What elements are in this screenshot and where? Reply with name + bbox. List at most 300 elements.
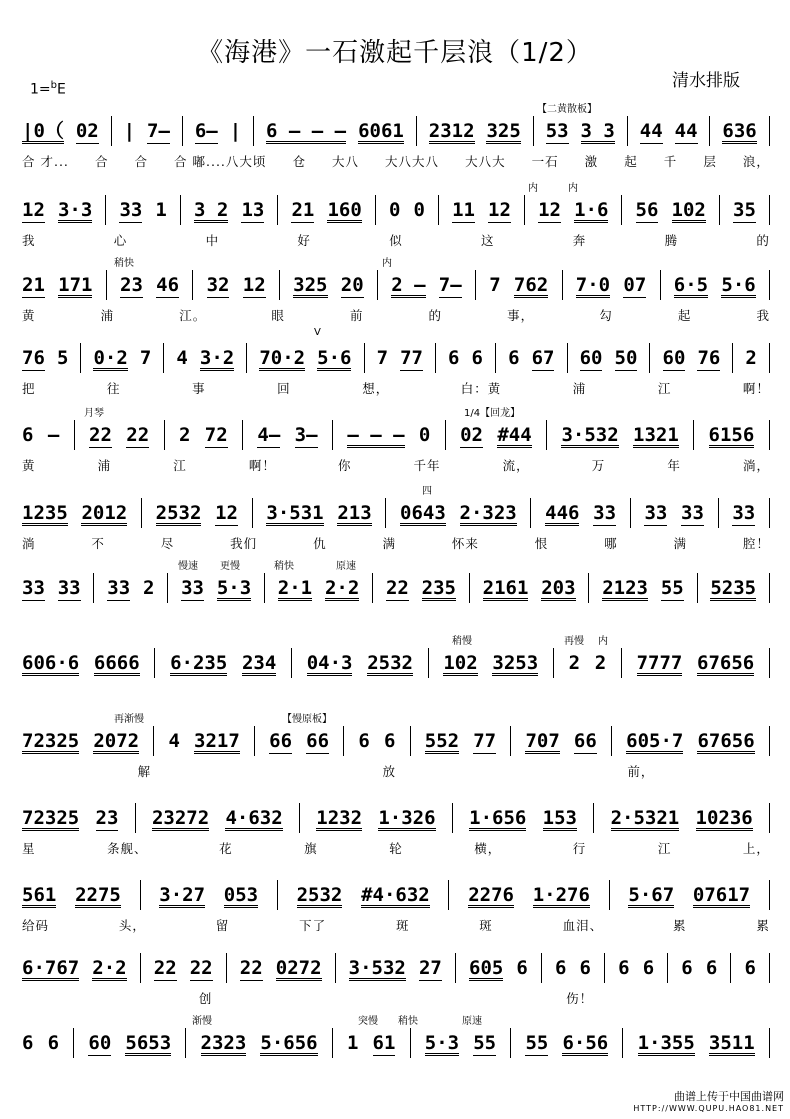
note-group: 22 bbox=[189, 957, 213, 979]
lyric-word: 的 bbox=[756, 233, 770, 248]
barline bbox=[469, 573, 470, 603]
barline bbox=[709, 116, 710, 146]
note-group: 5 bbox=[56, 347, 69, 369]
note-group: 2 bbox=[594, 652, 607, 674]
note-group: 3·27 bbox=[159, 884, 206, 906]
lyric-word: 横， bbox=[474, 841, 502, 856]
note-group: 2·2 bbox=[92, 957, 127, 979]
note-group: 2 – bbox=[391, 274, 426, 296]
note-group: 4 bbox=[176, 347, 188, 369]
barline bbox=[375, 195, 376, 225]
note-group: 2·323 bbox=[459, 502, 517, 524]
lyric-word: 浦 bbox=[100, 308, 115, 323]
barline bbox=[332, 420, 333, 450]
note-group: 04·3 bbox=[306, 652, 353, 674]
barline bbox=[769, 573, 770, 603]
lyric-word: 眼 bbox=[271, 308, 285, 323]
barline bbox=[524, 195, 525, 225]
note-group: 3217 bbox=[194, 730, 240, 752]
barline bbox=[105, 195, 106, 225]
note-group: 3·532 bbox=[561, 424, 619, 446]
note-group: 66 bbox=[573, 730, 597, 752]
note-group: 12 bbox=[215, 502, 238, 524]
tempo-mark: 【二黄散板】 bbox=[537, 104, 597, 115]
note-group: 10236 bbox=[695, 807, 753, 829]
note-group: 67656 bbox=[697, 652, 755, 674]
note-group: 55 bbox=[473, 1032, 497, 1054]
lyric-word: 前 bbox=[349, 308, 364, 323]
watermark-site: 曲谱上传于中国曲谱网 bbox=[674, 1090, 784, 1103]
barline bbox=[264, 573, 265, 603]
notation-line bbox=[22, 955, 770, 981]
note-group: 2012 bbox=[81, 502, 128, 524]
lyric-word: 合 bbox=[94, 154, 109, 169]
note-group: 77 bbox=[473, 730, 497, 752]
barline bbox=[141, 498, 142, 528]
note-group: 1·656 bbox=[469, 807, 527, 829]
barline bbox=[769, 343, 770, 373]
note-group: 67656 bbox=[697, 730, 755, 752]
lyric-word: 千年 bbox=[413, 458, 441, 473]
key-signature bbox=[30, 80, 66, 98]
barline bbox=[769, 195, 770, 225]
lyric-word: 心 bbox=[113, 233, 128, 248]
lyrics-line bbox=[22, 152, 770, 170]
lyric-word: 给码 bbox=[22, 918, 50, 933]
note-group: 4– bbox=[257, 424, 281, 446]
tempo-mark: 渐慢 bbox=[192, 1016, 212, 1027]
note-group: 5·656 bbox=[260, 1032, 318, 1054]
notation-line bbox=[22, 575, 770, 601]
note-group: 02 bbox=[460, 424, 483, 446]
note-group: 5653 bbox=[125, 1032, 172, 1054]
note-group: 60 bbox=[662, 347, 686, 369]
note-group: 21 bbox=[22, 274, 45, 296]
note-group: 60 bbox=[88, 1032, 112, 1054]
barline bbox=[111, 116, 112, 146]
lyric-word: 留 bbox=[215, 918, 230, 933]
lyric-word: 流， bbox=[502, 458, 530, 473]
barline bbox=[182, 116, 183, 146]
barline bbox=[769, 498, 770, 528]
note-group: 3– bbox=[294, 424, 318, 446]
lyric-word: 一石 bbox=[531, 154, 559, 169]
note-group: 203 bbox=[541, 577, 576, 599]
barline bbox=[435, 343, 436, 373]
note-group: 1235 bbox=[22, 502, 68, 524]
barline bbox=[588, 573, 589, 603]
barline bbox=[252, 498, 253, 528]
note-group: 0 bbox=[388, 199, 401, 221]
barline bbox=[372, 573, 373, 603]
barline bbox=[769, 953, 770, 983]
tempo-mark: 内 bbox=[528, 183, 538, 194]
note-group: | bbox=[229, 120, 242, 142]
notation-line bbox=[22, 422, 770, 448]
notation-line bbox=[22, 197, 770, 223]
note-group: 762 bbox=[513, 274, 549, 296]
note-group: 6 bbox=[705, 957, 718, 979]
barline bbox=[428, 648, 429, 678]
tempo-mark: 稍慢 bbox=[452, 636, 472, 647]
barline bbox=[385, 498, 386, 528]
lyric-word: 把 bbox=[22, 381, 36, 396]
lyric-word: 合 才... bbox=[22, 154, 69, 169]
barline bbox=[291, 648, 292, 678]
barline bbox=[730, 953, 731, 983]
lyric-word: 啊！ bbox=[248, 458, 276, 473]
lyric-word: 恨 bbox=[534, 536, 549, 551]
notation-line bbox=[22, 1030, 770, 1056]
lyric-word: 我 bbox=[756, 308, 770, 323]
barline bbox=[106, 270, 107, 300]
note-group: 6·56 bbox=[562, 1032, 609, 1054]
tempo-mark: 四 bbox=[422, 486, 432, 497]
lyric-word: 解 bbox=[137, 764, 152, 779]
tempo-mark: V bbox=[314, 327, 321, 338]
barline bbox=[163, 343, 164, 373]
barline bbox=[533, 116, 534, 146]
note-group: 1·276 bbox=[532, 884, 590, 906]
barline bbox=[410, 1028, 411, 1058]
tempo-mark: 突慢 bbox=[358, 1016, 378, 1027]
barline bbox=[510, 1028, 511, 1058]
note-group: 6 bbox=[471, 347, 483, 369]
score-title: 《海港》一石激起千层浪（1/2） bbox=[197, 38, 593, 68]
note-group: 33 bbox=[732, 502, 756, 524]
lyric-word: 斑 bbox=[479, 918, 493, 933]
barline bbox=[277, 195, 278, 225]
barline bbox=[510, 726, 511, 756]
lyric-word: 浦 bbox=[97, 458, 112, 473]
note-group: 7777 bbox=[636, 652, 683, 674]
watermark-url: HTTP://WWW.QUPU.HAO81.NET bbox=[633, 1104, 784, 1113]
barline bbox=[562, 270, 563, 300]
note-group: 07617 bbox=[692, 884, 751, 906]
note-group: 2161 bbox=[482, 577, 529, 599]
note-group: 213 bbox=[337, 502, 372, 524]
lyric-word: 勾 bbox=[599, 308, 613, 323]
barline bbox=[604, 953, 605, 983]
barline bbox=[455, 953, 456, 983]
lyrics-line bbox=[22, 379, 770, 397]
note-group: 2 bbox=[745, 347, 757, 369]
note-group: 6 bbox=[383, 730, 396, 752]
barline bbox=[377, 270, 378, 300]
lyric-word: 事， bbox=[507, 308, 535, 323]
note-group: 12 bbox=[242, 274, 266, 296]
note-group: 22 bbox=[126, 424, 150, 446]
lyric-word: 条舰、 bbox=[107, 841, 148, 856]
lyric-word: 旗 bbox=[304, 841, 318, 856]
note-group: 6·5 bbox=[673, 274, 709, 296]
note-group: 56 bbox=[635, 199, 659, 221]
note-group: 23272 bbox=[151, 807, 210, 829]
tempo-mark: 再慢 bbox=[564, 636, 584, 647]
barline bbox=[530, 498, 531, 528]
note-group: 07 bbox=[623, 274, 647, 296]
note-group: 3·2 bbox=[199, 347, 235, 369]
tempo-mark: 原速 bbox=[336, 561, 356, 572]
lyrics-line bbox=[22, 916, 770, 934]
lyrics-line bbox=[22, 306, 770, 324]
note-group: 6·235 bbox=[170, 652, 228, 674]
arranger-credit: 清水排版 bbox=[672, 71, 740, 91]
note-group: 66 bbox=[306, 730, 330, 752]
lyric-word: 大八大八 bbox=[385, 154, 440, 169]
barline bbox=[718, 498, 719, 528]
barline bbox=[667, 953, 668, 983]
barline bbox=[622, 1028, 623, 1058]
barline bbox=[74, 420, 75, 450]
tempo-mark: 内 bbox=[598, 636, 608, 647]
note-group: 6 bbox=[579, 957, 591, 979]
barline bbox=[593, 803, 594, 833]
note-group: 27 bbox=[418, 957, 442, 979]
note-group: 606·6 bbox=[22, 652, 80, 674]
barline bbox=[153, 726, 154, 756]
lyric-word: 轮 bbox=[389, 841, 403, 856]
note-group: 50 bbox=[614, 347, 638, 369]
note-group: 3·3 bbox=[57, 199, 93, 221]
note-group: 2123 bbox=[602, 577, 648, 599]
note-group: 61 bbox=[372, 1032, 396, 1054]
barline bbox=[475, 270, 476, 300]
note-group: 23 bbox=[95, 807, 119, 829]
note-group: 44 bbox=[639, 120, 663, 142]
note-group: 3·532 bbox=[348, 957, 406, 979]
key-label: 1= bbox=[30, 81, 51, 98]
lyric-word: 花 bbox=[219, 841, 233, 856]
note-group: 0643 bbox=[400, 502, 446, 524]
tempo-mark: 内 bbox=[382, 258, 392, 269]
note-group: 70·2 bbox=[259, 347, 306, 369]
lyric-word: 往 bbox=[107, 381, 121, 396]
note-group: 21 bbox=[291, 199, 315, 221]
tempo-mark: 再渐慢 bbox=[114, 714, 144, 725]
barline bbox=[180, 195, 181, 225]
note-group: 72325 bbox=[22, 730, 80, 752]
lyric-word: 怀来 bbox=[451, 536, 479, 551]
barline bbox=[343, 726, 344, 756]
note-group: 6– bbox=[194, 120, 218, 142]
lyric-word: 事 bbox=[192, 381, 206, 396]
lyric-word: 尽 bbox=[160, 536, 175, 551]
note-group: 0272 bbox=[275, 957, 322, 979]
notation-line bbox=[22, 345, 770, 371]
note-group: 6 bbox=[358, 730, 370, 752]
lyric-word: 仇 bbox=[313, 536, 327, 551]
note-group: 325 bbox=[293, 274, 328, 296]
lyric-word: 啊！ bbox=[742, 381, 770, 396]
barline bbox=[279, 270, 280, 300]
site-watermark bbox=[633, 1091, 784, 1115]
note-group: 76 bbox=[697, 347, 721, 369]
barline bbox=[732, 343, 733, 373]
lyric-word: 万 bbox=[591, 458, 606, 473]
lyric-word: 伤！ bbox=[566, 991, 594, 1006]
note-group: 2072 bbox=[93, 730, 140, 752]
lyric-word: 我们 bbox=[230, 536, 258, 551]
barline bbox=[541, 953, 542, 983]
note-group: 12 bbox=[538, 199, 561, 221]
barline bbox=[335, 953, 336, 983]
lyric-word: 层 bbox=[703, 154, 717, 169]
note-group: 4 bbox=[168, 730, 180, 752]
lyric-word: 江。 bbox=[179, 308, 207, 323]
lyric-word: 创 bbox=[198, 991, 213, 1006]
lyric-word: 累 bbox=[673, 918, 687, 933]
lyric-word: 奔 bbox=[572, 233, 587, 248]
note-group: 22 bbox=[153, 957, 177, 979]
barline bbox=[553, 648, 554, 678]
note-group: 2·5321 bbox=[610, 807, 680, 829]
barline bbox=[769, 803, 770, 833]
barline bbox=[73, 1028, 74, 1058]
lyric-word: 江 bbox=[657, 841, 672, 856]
note-group: 72 bbox=[204, 424, 228, 446]
note-group: 6156 bbox=[708, 424, 755, 446]
note-group: 1 bbox=[346, 1032, 359, 1054]
barline bbox=[93, 573, 94, 603]
lyric-word: 千 bbox=[663, 154, 678, 169]
note-group: 22 bbox=[89, 424, 112, 446]
barline bbox=[719, 195, 720, 225]
notation-line bbox=[22, 728, 770, 754]
note-group: 76 bbox=[22, 347, 45, 369]
barline bbox=[769, 1028, 770, 1058]
note-group: 6 bbox=[508, 347, 520, 369]
note-group: 0 bbox=[418, 424, 431, 446]
note-group: 3253 bbox=[492, 652, 539, 674]
note-group: 2·2 bbox=[324, 577, 360, 599]
lyric-word: 腾 bbox=[664, 233, 679, 248]
barline bbox=[254, 726, 255, 756]
lyric-word: 满 bbox=[673, 536, 688, 551]
note-group: 1·355 bbox=[637, 1032, 695, 1054]
note-group: 6 bbox=[22, 1032, 34, 1054]
note-group: 2 bbox=[178, 424, 191, 446]
note-group: 6 bbox=[744, 957, 756, 979]
lyric-word: 淌 bbox=[22, 536, 36, 551]
barline bbox=[226, 953, 227, 983]
note-group: 60 bbox=[579, 347, 603, 369]
note-group: 5235 bbox=[710, 577, 757, 599]
barline bbox=[621, 648, 622, 678]
lyrics-line bbox=[22, 456, 770, 474]
notation-line bbox=[22, 805, 770, 831]
note-group: 77 bbox=[400, 347, 423, 369]
note-group: 22 bbox=[239, 957, 263, 979]
barline bbox=[630, 498, 631, 528]
lyrics-line bbox=[22, 534, 770, 552]
note-group: 6 – – – bbox=[266, 120, 347, 142]
lyric-word: 我 bbox=[22, 233, 36, 248]
tempo-mark: 内 bbox=[568, 183, 578, 194]
barline bbox=[299, 803, 300, 833]
note-group: 6 bbox=[642, 957, 655, 979]
barline bbox=[140, 953, 141, 983]
note-group: 1·326 bbox=[378, 807, 436, 829]
note-group: 6 bbox=[555, 957, 567, 979]
lyric-word: 好 bbox=[297, 233, 311, 248]
note-group: 0 bbox=[413, 199, 425, 221]
note-group: 0·2 bbox=[93, 347, 128, 369]
barline bbox=[621, 195, 622, 225]
lyric-word: 淌， bbox=[742, 458, 770, 473]
note-group: 33 bbox=[22, 577, 45, 599]
note-group: 2 bbox=[142, 577, 155, 599]
barline bbox=[277, 880, 278, 910]
note-group: 325 bbox=[486, 120, 521, 142]
note-group: 7 bbox=[139, 347, 152, 369]
note-group: 33 bbox=[119, 199, 143, 221]
note-group: 33 bbox=[593, 502, 617, 524]
notation-line bbox=[22, 500, 770, 526]
notation-line bbox=[22, 650, 770, 676]
lyric-word: 中 bbox=[205, 233, 220, 248]
barline bbox=[769, 420, 770, 450]
note-group: 102 bbox=[671, 199, 706, 221]
note-group: 5·3 bbox=[216, 577, 252, 599]
note-group: 44 bbox=[674, 120, 698, 142]
note-group: 33 bbox=[181, 577, 204, 599]
barline bbox=[164, 420, 165, 450]
note-group: 3 2 bbox=[194, 199, 229, 221]
lyric-word: 大八大 bbox=[465, 154, 506, 169]
lyric-word: 激 bbox=[584, 154, 599, 169]
lyric-word: 白：黄 bbox=[460, 381, 502, 396]
note-group: 53 bbox=[545, 120, 569, 142]
note-group: 1321 bbox=[633, 424, 679, 446]
lyric-word: 起 bbox=[624, 154, 638, 169]
note-group: 35 bbox=[733, 199, 756, 221]
note-group: 552 bbox=[424, 730, 460, 752]
note-group: – – – bbox=[347, 424, 405, 446]
lyric-word: 下了 bbox=[299, 918, 327, 933]
lyric-word: 回 bbox=[277, 381, 291, 396]
notation-line bbox=[22, 118, 770, 144]
note-group: 053 bbox=[223, 884, 259, 906]
lyric-word: 想， bbox=[362, 381, 390, 396]
note-group: 1·6 bbox=[574, 199, 609, 221]
note-group: 2275 bbox=[75, 884, 121, 906]
barline bbox=[611, 726, 612, 756]
note-group: 3511 bbox=[708, 1032, 755, 1054]
barline bbox=[769, 880, 770, 910]
lyric-word: 哪 bbox=[604, 536, 618, 551]
note-group: 7·0 bbox=[575, 274, 611, 296]
lyric-word: 的 bbox=[428, 308, 443, 323]
note-group: 5·6 bbox=[721, 274, 756, 296]
barline bbox=[364, 343, 365, 373]
tempo-mark: 稍快 bbox=[114, 258, 134, 269]
lyric-word: 这 bbox=[480, 233, 495, 248]
lyric-word: 满 bbox=[382, 536, 396, 551]
note-group: 160 bbox=[327, 199, 362, 221]
barline bbox=[769, 270, 770, 300]
barline bbox=[495, 343, 496, 373]
note-group: 6 bbox=[618, 957, 630, 979]
note-group: 5·6 bbox=[317, 347, 352, 369]
note-group: 6666 bbox=[93, 652, 140, 674]
barline bbox=[438, 195, 439, 225]
note-group: |0（ bbox=[22, 120, 64, 142]
lyric-word: 斑 bbox=[395, 918, 410, 933]
notation-line bbox=[22, 882, 770, 908]
lyric-word: 放 bbox=[382, 764, 396, 779]
note-group: 3·531 bbox=[266, 502, 324, 524]
